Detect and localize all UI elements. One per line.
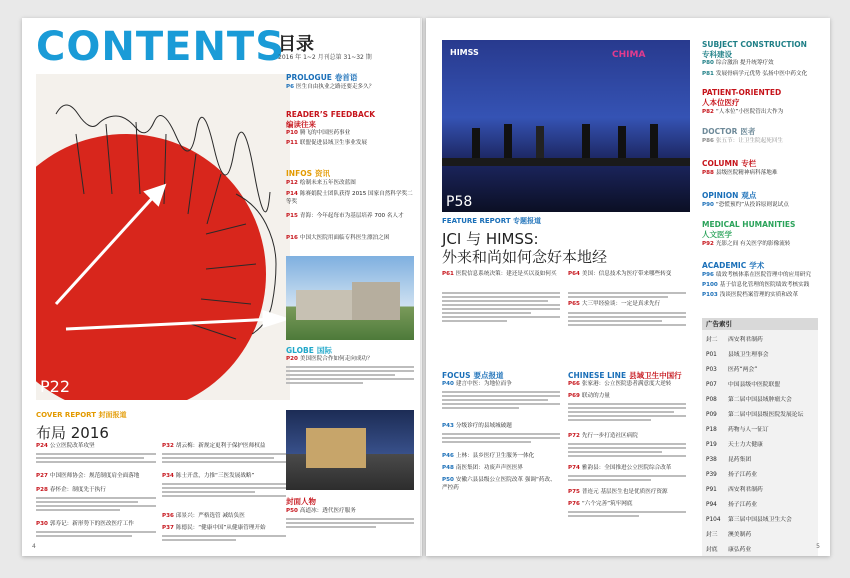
prologue-heading: PROLOGUE 卷首语 bbox=[286, 73, 358, 82]
ad-index-row[interactable] bbox=[706, 439, 763, 448]
feedback-heading: READER’S FEEDBACK bbox=[286, 110, 376, 119]
focus-excerpt bbox=[442, 431, 560, 445]
ad-index-row[interactable] bbox=[706, 544, 751, 553]
contents-title-cn: 目录 bbox=[278, 34, 314, 55]
stage-edge bbox=[442, 158, 690, 166]
patient-item[interactable]: P82 “人本位”小医院管出大作为 bbox=[702, 109, 784, 115]
ad-name: 中国县级中医院联盟 bbox=[728, 382, 781, 388]
chinese-line-excerpt bbox=[568, 441, 686, 459]
panelist-figure bbox=[472, 128, 480, 158]
chinese-line-item[interactable]: P66 张家港：公立医院患者满意度大逆转 bbox=[568, 381, 672, 387]
focus-item[interactable]: P43 分级诊疗的县域城破题 bbox=[442, 423, 512, 429]
subject-heading: SUBJECT CONSTRUCTION bbox=[702, 40, 807, 49]
ad-index-title: 广告索引 bbox=[702, 318, 818, 330]
academic-item[interactable]: P100 基于信息化管理的医院绩效考核实践 bbox=[702, 282, 810, 288]
chinese-line-item[interactable]: P69 联动的力量 bbox=[568, 393, 610, 399]
ad-name: 第二届中国县级医院发展论坛 bbox=[728, 412, 804, 418]
column-item[interactable]: P88 县级医院精神病科落地难 bbox=[702, 170, 778, 176]
ad-name: 医药“两会” bbox=[728, 367, 758, 373]
person-excerpt bbox=[286, 516, 414, 530]
ad-page: 封底 bbox=[706, 547, 718, 553]
ad-page: 封二 bbox=[706, 337, 718, 343]
feature-excerpt bbox=[442, 290, 560, 324]
chinese-line-excerpt bbox=[568, 473, 686, 483]
cover-item[interactable]: P27 中国医师协会：规范制度肩全面落地 bbox=[36, 473, 140, 479]
person-photo bbox=[286, 410, 414, 490]
feature-item[interactable]: P65 大三甲经验谈：一定是真求先行 bbox=[568, 301, 661, 307]
cover-illustration-art bbox=[36, 74, 290, 400]
ad-index-row[interactable] bbox=[706, 379, 780, 388]
subject-heading-cn: 专科建设 bbox=[702, 50, 732, 59]
globe-item[interactable]: P20 美国医院合作如何走向成功？ bbox=[286, 356, 373, 362]
building-shape bbox=[296, 290, 354, 320]
ad-name: 扬子江药业 bbox=[728, 502, 757, 508]
ad-name: 西安利君制药 bbox=[728, 337, 763, 343]
academic-item[interactable]: P103 浅谈医院档案管理的实质和改革 bbox=[702, 292, 799, 298]
chinese-line-item[interactable]: P74 雅韵县：全国推进公立医院综合改革 bbox=[568, 465, 672, 471]
panelist-figure bbox=[582, 124, 590, 158]
focus-heading: FOCUS 要点报道 bbox=[442, 371, 504, 380]
ad-index-row[interactable] bbox=[706, 394, 792, 403]
ad-index-row[interactable] bbox=[706, 424, 769, 433]
ad-page: P18 bbox=[706, 427, 717, 433]
patient-heading: PATIENT-ORIENTED bbox=[702, 88, 782, 97]
globe-heading: GLOBE 国际 bbox=[286, 346, 332, 355]
panelist-figure bbox=[650, 124, 658, 158]
cover-item[interactable]: P30 郭寿记：新形势下的医改医疗工作 bbox=[36, 521, 134, 527]
ad-name: 昆药集团 bbox=[728, 457, 752, 463]
ad-name: 第三届中国县域卫生大会 bbox=[728, 517, 792, 523]
ad-page: P07 bbox=[706, 382, 717, 388]
column-heading: COLUMN 专栏 bbox=[702, 159, 757, 168]
doctor-heading: DOCTOR 医者 bbox=[702, 127, 756, 136]
right-page bbox=[426, 18, 830, 556]
banner-left: HIMSS bbox=[450, 48, 479, 57]
ad-index-row[interactable] bbox=[706, 364, 757, 373]
ad-index-row[interactable] bbox=[706, 454, 751, 463]
cover-illustration bbox=[36, 74, 290, 400]
ad-index-row[interactable] bbox=[706, 484, 763, 493]
ad-index-row[interactable] bbox=[706, 529, 751, 538]
banner-right: CHIMA bbox=[612, 50, 646, 60]
prologue-item[interactable]: P6 医生自由执业之路还要走多久？ bbox=[286, 84, 375, 90]
humanities-heading: MEDICAL HUMANITIES bbox=[702, 220, 796, 229]
chinese-line-item[interactable]: P76 “六个完善”筑牢网底 bbox=[568, 501, 633, 507]
patient-heading-cn: 人本位医疗 bbox=[702, 98, 740, 107]
panelist-figure bbox=[618, 126, 626, 158]
focus-item[interactable]: P40 建言中医：为地位而争 bbox=[442, 381, 512, 387]
ad-index-row[interactable] bbox=[706, 499, 757, 508]
cover-item-excerpt bbox=[36, 495, 156, 513]
subject-item[interactable]: P81 发展骨病学元优势 弘扬中医中药文化 bbox=[702, 71, 808, 77]
subject-item[interactable]: P80 综合激治 提升统筹疗效 bbox=[702, 60, 774, 66]
person-heading: 封面人物 bbox=[286, 497, 316, 506]
chinese-line-item[interactable]: P75 普连元 基层医生也是优质医疗资源 bbox=[568, 489, 668, 495]
cover-item[interactable]: P28 春怀企：制度先于执行 bbox=[36, 487, 106, 493]
globe-photo bbox=[286, 256, 414, 340]
ad-index-row[interactable] bbox=[706, 469, 757, 478]
feature-excerpt bbox=[568, 290, 686, 300]
chinese-line-excerpt bbox=[568, 401, 686, 423]
building-shape bbox=[352, 282, 400, 320]
feedback-item[interactable]: P11 联盟促进县域卫生事业发展 bbox=[286, 140, 368, 146]
panelist-figure bbox=[504, 124, 512, 158]
globe-excerpt bbox=[286, 364, 414, 386]
ad-index-row[interactable] bbox=[706, 334, 763, 343]
page-number: 4 bbox=[32, 543, 36, 550]
cover-item[interactable]: P36 邱景兴：严格选管 减结负医 bbox=[162, 513, 245, 519]
ad-name: 澳美制药 bbox=[728, 532, 752, 538]
cover-item[interactable]: P37 陈德民：“健康中国”从健康管理开始 bbox=[162, 525, 266, 531]
ad-index-row[interactable] bbox=[706, 409, 803, 418]
person-item[interactable]: P50 高道冰：透代医疗服务 bbox=[286, 508, 356, 514]
feature-item[interactable]: P64 美国：信息技术为医疗带来哪些转变 bbox=[568, 271, 672, 277]
infos-item[interactable]: P16 中国大医院用面临专科医生漂泊之困 bbox=[286, 235, 390, 241]
doctor-item[interactable]: P86 张五节：让卫生院起死回生 bbox=[702, 138, 784, 144]
opinion-item[interactable]: P90 “恐慌预约”从投诉原则说试点 bbox=[702, 202, 789, 208]
ad-index-row[interactable] bbox=[706, 349, 769, 358]
ad-page: P08 bbox=[706, 397, 717, 403]
infos-heading: INFOS 资讯 bbox=[286, 169, 330, 178]
feedback-heading-cn: 编读往来 bbox=[286, 120, 316, 129]
panelist-figure bbox=[536, 126, 544, 158]
infos-item[interactable]: P14 陈赛娟院士团队获得 2015 国家自然科学奖二等奖 bbox=[286, 191, 413, 205]
ad-index-row[interactable] bbox=[706, 514, 792, 523]
ad-name: 药物与人一征订 bbox=[728, 427, 769, 433]
cover-item[interactable]: P32 胡云梅：新规定更利于保护医师权益 bbox=[162, 443, 266, 449]
feature-section-label: FEATURE REPORT 专题报道 bbox=[442, 217, 542, 225]
feedback-item[interactable]: P10 腾飞的中国医药事业 bbox=[286, 130, 351, 136]
cover-item-excerpt bbox=[36, 451, 156, 465]
cover-item-excerpt bbox=[162, 481, 286, 499]
cover-page-number: P22 bbox=[40, 377, 71, 396]
focus-excerpt bbox=[442, 389, 560, 411]
chinese-line-excerpt bbox=[568, 509, 686, 519]
left-page bbox=[22, 18, 422, 556]
humanities-heading-cn: 人文医学 bbox=[702, 230, 732, 239]
feature-title-line1: JCI 与 HIMSS: bbox=[442, 230, 539, 248]
opinion-heading: OPINION 观点 bbox=[702, 191, 757, 200]
ad-page: P38 bbox=[706, 457, 717, 463]
ad-name: 第二届中国县域肿瘤大会 bbox=[728, 397, 792, 403]
cover-item-excerpt bbox=[36, 529, 156, 539]
focus-item[interactable]: P48 南医集团：功废声声医医界 bbox=[442, 465, 524, 471]
cover-title: 布局 2016 bbox=[36, 424, 109, 442]
cover-item-excerpt bbox=[162, 533, 286, 543]
feature-photo bbox=[442, 40, 690, 212]
ad-page: 封三 bbox=[706, 532, 718, 538]
ad-page: P91 bbox=[706, 487, 717, 493]
chinese-line-item[interactable]: P72 先行一步打造社区病院 bbox=[568, 433, 638, 439]
humanities-item[interactable]: P92 光影之间 有关医学的影像流转 bbox=[702, 241, 791, 247]
focus-item[interactable]: P46 上林：县乡医疗卫生服务一体化 bbox=[442, 453, 535, 459]
cover-section-label: COVER REPORT 封面报道 bbox=[36, 411, 127, 419]
contents-title: CONTENTS bbox=[36, 24, 286, 70]
issue-info: 2016 年 1~2 月刊总第 31~32 期 bbox=[278, 54, 372, 61]
ad-name: 康弘药业 bbox=[728, 547, 752, 553]
cover-item-excerpt bbox=[162, 451, 286, 465]
ad-page: P39 bbox=[706, 472, 717, 478]
page-number: 5 bbox=[816, 543, 820, 550]
ad-page: P94 bbox=[706, 502, 717, 508]
cover-item[interactable]: P34 陈士开盘，力推“三医发展战略” bbox=[162, 473, 255, 479]
ad-page: P01 bbox=[706, 352, 717, 358]
cover-item[interactable]: P24 公立医院改革攻坚 bbox=[36, 443, 95, 449]
academic-heading: ACADEMIC 学术 bbox=[702, 261, 765, 270]
chinese-line-heading: CHINESE LINE 县域卫生中国行 bbox=[568, 371, 682, 380]
ad-page: P09 bbox=[706, 412, 717, 418]
academic-item[interactable]: P96 绩效考核体系在医院管理中的应用研究 bbox=[702, 272, 811, 278]
feature-title-line2: 外来和尚如何念好本地经 bbox=[442, 248, 608, 266]
focus-item[interactable]: P50 安徽六县县级公立医院改革 强调“药改、严控药 bbox=[442, 477, 556, 491]
infos-item[interactable]: P15 青海：今年起每市为基层培养 700 名人才 bbox=[286, 213, 404, 219]
infos-item[interactable]: P12 绘制未来五年医改蓝图 bbox=[286, 180, 356, 186]
ad-name: 西安利君制药 bbox=[728, 487, 763, 493]
feature-photo-page: P58 bbox=[446, 194, 473, 210]
ad-page: P19 bbox=[706, 442, 717, 448]
building-shape bbox=[306, 428, 366, 468]
ad-name: 县域卫生理事会 bbox=[728, 352, 769, 358]
ad-page: P104 bbox=[706, 517, 721, 523]
ad-name: 天士力大健康 bbox=[728, 442, 763, 448]
feature-excerpt bbox=[568, 310, 686, 328]
ad-page: P03 bbox=[706, 367, 717, 373]
feature-item[interactable]: P61 医院信息系统决策：建还是买以及如何买 bbox=[442, 271, 557, 277]
ad-name: 扬子江药业 bbox=[728, 472, 757, 478]
